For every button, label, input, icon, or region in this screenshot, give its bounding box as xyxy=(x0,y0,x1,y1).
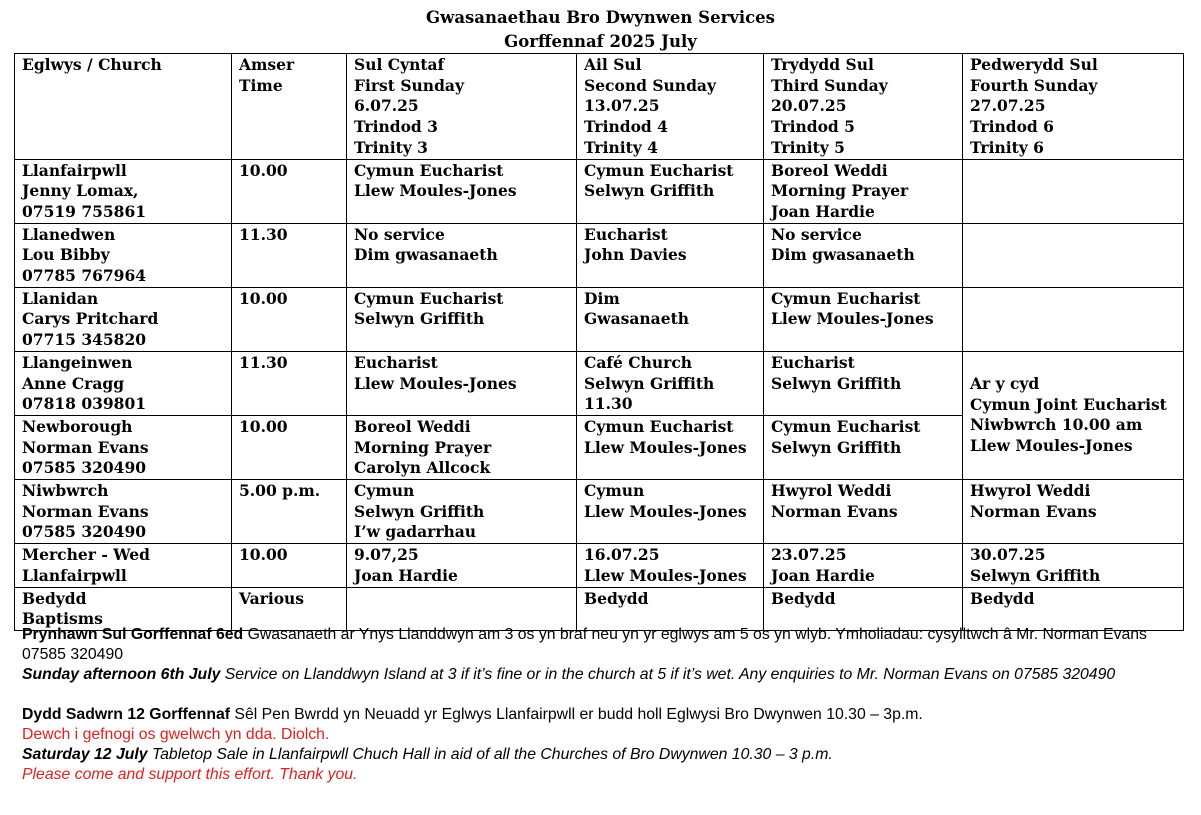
cell-fourth-sunday xyxy=(963,544,1184,587)
note-welsh-saturday: Dydd Sadwrn 12 Gorffennaf Sêl Pen Bwrdd yn Neuadd yr Eglwys Llanfairpwll er budd holl Eglwysi Bro Dwynwen 10.30 – 3p.m. xyxy=(22,706,923,723)
cell-line: Trinity 4 xyxy=(584,137,658,157)
note-english-sunday: Sunday afternoon 6th July Service on Llanddwyn Island at 3 if it’s fine or in the church at 5 if it’s wet. Any enquiries to Mr. Norman Evans on 07585 320490 xyxy=(22,666,1116,683)
cell-line: 07519 755861 xyxy=(22,201,147,221)
cell-line: Pedwerydd Sul xyxy=(970,55,1098,74)
header-cell-fourth-sunday xyxy=(963,54,1184,160)
cell-line: Ail Sul xyxy=(584,55,642,74)
cell-line: Trinity 6 xyxy=(970,137,1044,157)
cell-line: Selwyn Griffith xyxy=(771,373,902,393)
cell-line: 20.07.25 xyxy=(771,96,847,116)
cell-third-sunday xyxy=(764,544,963,587)
cell-line: 9.07,25 xyxy=(354,545,419,565)
cell-line: 11.30 xyxy=(239,224,288,244)
cell-line: Second Sunday xyxy=(584,75,716,95)
cell-third-sunday xyxy=(764,159,963,223)
cell-line: Llew Moules-Jones xyxy=(354,373,517,393)
note-welsh-support: Dewch i gefnogi os gwelwch yn dda. Diolch. xyxy=(22,726,330,743)
cell-first-sunday xyxy=(347,544,577,587)
cell-line: Bedydd xyxy=(22,588,87,608)
cell-line: 5.00 p.m. xyxy=(239,481,321,501)
table-row xyxy=(15,587,1184,630)
notes-section xyxy=(22,625,1192,785)
cell-time xyxy=(232,587,347,630)
cell-line: Mercher - Wed xyxy=(22,545,150,565)
header-row xyxy=(15,54,1184,160)
cell-line: No service xyxy=(354,224,445,244)
note-welsh-sunday: Prynhawn Sul Gorffennaf 6ed Gwasanaeth ar Ynys Llanddwyn am 3 os yn braf neu yn yr eglwys am 5 os yn wlyb. Ymholiadau: cysylltwch â Mr. Norman Evans 07585 320490 xyxy=(22,626,1147,663)
cell-line: Eglwys / Church xyxy=(22,55,162,74)
cell-second-sunday xyxy=(577,480,764,544)
cell-church xyxy=(15,287,232,351)
cell-line: Newborough xyxy=(22,416,133,436)
cell-line: Boreol Weddi xyxy=(354,416,471,436)
cell-line: Niwbwrch xyxy=(22,481,109,501)
cell-line: First Sunday xyxy=(354,75,464,95)
cell-time xyxy=(232,159,347,223)
cell-line: Dim gwasanaeth xyxy=(771,245,915,265)
cell-line: John Davies xyxy=(584,245,687,265)
page-subtitle: Gorffennaf 2025 July xyxy=(504,32,697,51)
cell-line: No service xyxy=(771,224,862,244)
cell-line: 07785 767964 xyxy=(22,266,147,286)
cell-line: 30.07.25 xyxy=(970,545,1046,565)
header-cell-first-sunday xyxy=(347,54,577,160)
cell-line: Third Sunday xyxy=(771,75,888,95)
cell-line: Selwyn Griffith xyxy=(584,181,715,201)
table-row xyxy=(15,159,1184,223)
cell-line: Llew Moules-Jones xyxy=(584,437,747,457)
cell-third-sunday xyxy=(764,480,963,544)
cell-line: Cymun xyxy=(354,481,415,501)
cell-fourth-sunday xyxy=(963,159,1184,223)
cell-line: Bedydd xyxy=(584,588,649,608)
cell-line: Morning Prayer xyxy=(771,181,909,201)
cell-line: 10.00 xyxy=(239,288,288,308)
cell-third-sunday xyxy=(764,287,963,351)
cell-line: Joan Hardie xyxy=(354,565,458,585)
cell-line: Trinity 5 xyxy=(771,137,845,157)
cell-line: 10.00 xyxy=(239,416,288,436)
table-row xyxy=(15,480,1184,544)
cell-line: Llanidan xyxy=(22,288,99,308)
cell-line: Joan Hardie xyxy=(771,565,875,585)
cell-first-sunday xyxy=(347,480,577,544)
cell-line: 11.30 xyxy=(584,394,633,414)
cell-line: Llanfairpwll xyxy=(22,160,127,180)
cell-fourth-sunday xyxy=(963,287,1184,351)
cell-third-sunday xyxy=(764,415,963,479)
cell-line: Amser xyxy=(239,55,295,74)
cell-line: Lou Bibby xyxy=(22,245,110,265)
cell-fourth-sunday xyxy=(963,223,1184,287)
cell-line: Eucharist xyxy=(584,224,668,244)
cell-first-sunday xyxy=(347,223,577,287)
cell-line: Selwyn Griffith xyxy=(354,501,485,521)
cell-line: Eucharist xyxy=(771,352,855,372)
cell-line: 23.07.25 xyxy=(771,545,847,565)
cell-line: Selwyn Griffith xyxy=(584,373,715,393)
cell-line: Norman Evans xyxy=(771,501,898,521)
cell-line: Trindod 4 xyxy=(584,117,668,137)
page-title: Gwasanaethau Bro Dwynwen Services xyxy=(426,8,775,27)
cell-church xyxy=(15,351,232,415)
cell-line: Anne Cragg xyxy=(22,373,125,393)
cell-line: Ar y cyd xyxy=(970,374,1040,394)
cell-line: Cymun Eucharist xyxy=(354,288,504,308)
cell-second-sunday xyxy=(577,287,764,351)
cell-line: Dim xyxy=(584,288,620,308)
cell-line: 07715 345820 xyxy=(22,330,147,350)
cell-line: Baptisms xyxy=(22,609,103,629)
cell-line: Dim gwasanaeth xyxy=(354,245,498,265)
cell-line: Trindod 3 xyxy=(354,117,438,137)
table-row xyxy=(15,351,1184,415)
cell-line: 07585 320490 xyxy=(22,522,147,542)
cell-line: Niwbwrch 10.00 am xyxy=(970,415,1143,435)
cell-line: 10.00 xyxy=(239,545,288,565)
cell-second-sunday xyxy=(577,159,764,223)
header-cell-second-sunday xyxy=(577,54,764,160)
cell-line: 11.30 xyxy=(239,352,288,372)
cell-line: Llew Moules-Jones xyxy=(354,181,517,201)
cell-first-sunday xyxy=(347,587,577,630)
cell-line: Llanfairpwll xyxy=(22,565,127,585)
cell-line: Cymun Eucharist xyxy=(354,160,504,180)
cell-church xyxy=(15,159,232,223)
cell-line: Llew Moules-Jones xyxy=(771,309,934,329)
cell-line: Gwasanaeth xyxy=(584,309,689,329)
cell-second-sunday xyxy=(577,587,764,630)
cell-line: Cymun xyxy=(584,481,645,501)
cell-line: Cymun Eucharist xyxy=(771,288,921,308)
cell-time xyxy=(232,544,347,587)
cell-line: Llew Moules-Jones xyxy=(970,436,1133,456)
cell-fourth-sunday xyxy=(963,480,1184,544)
cell-line: Cymun Eucharist xyxy=(771,416,921,436)
cell-third-sunday xyxy=(764,351,963,415)
cell-line: Llanedwen xyxy=(22,224,116,244)
joint-eucharist-cell xyxy=(963,351,1184,479)
cell-time xyxy=(232,351,347,415)
note-english-saturday: Saturday 12 July Tabletop Sale in Llanfairpwll Chuch Hall in aid of all the Churches of Bro Dwynwen 10.30 – 3 p.m. xyxy=(22,746,833,763)
cell-church xyxy=(15,587,232,630)
cell-first-sunday xyxy=(347,287,577,351)
header-cell-church xyxy=(15,54,232,160)
cell-line: Trindod 5 xyxy=(771,117,855,137)
cell-line: Sul Cyntaf xyxy=(354,55,445,74)
note-english-support: Please come and support this effort. Thank you. xyxy=(22,766,358,783)
cell-line: Carys Pritchard xyxy=(22,309,159,329)
cell-line: 6.07.25 xyxy=(354,96,419,116)
table-row xyxy=(15,544,1184,587)
header-cell-time xyxy=(232,54,347,160)
cell-line: Trydydd Sul xyxy=(771,55,874,74)
cell-line: Time xyxy=(239,75,283,95)
cell-time xyxy=(232,223,347,287)
cell-third-sunday xyxy=(764,223,963,287)
cell-line: Trindod 6 xyxy=(970,117,1054,137)
cell-line: Hwyrol Weddi xyxy=(970,481,1091,501)
cell-line: 10.00 xyxy=(239,160,288,180)
cell-line: 16.07.25 xyxy=(584,545,660,565)
cell-first-sunday xyxy=(347,159,577,223)
cell-line: I’w gadarrhau xyxy=(354,522,477,542)
cell-line: Boreol Weddi xyxy=(771,160,888,180)
cell-line: 27.07.25 xyxy=(970,96,1046,116)
cell-fourth-sunday xyxy=(963,587,1184,630)
cell-second-sunday xyxy=(577,223,764,287)
table-row xyxy=(15,223,1184,287)
cell-time xyxy=(232,287,347,351)
cell-line: Trinity 3 xyxy=(354,137,428,157)
cell-line: Carolyn Allcock xyxy=(354,458,491,478)
cell-line: 07818 039801 xyxy=(22,394,147,414)
cell-line: Norman Evans xyxy=(970,501,1097,521)
cell-line: Cymun Eucharist xyxy=(584,416,734,436)
cell-time xyxy=(232,415,347,479)
cell-church xyxy=(15,480,232,544)
cell-line: Cymun Joint Eucharist xyxy=(970,394,1167,414)
table-row xyxy=(15,287,1184,351)
cell-line: Morning Prayer xyxy=(354,437,492,457)
cell-line: Cymun Eucharist xyxy=(584,160,734,180)
cell-second-sunday xyxy=(577,544,764,587)
cell-first-sunday xyxy=(347,351,577,415)
cell-first-sunday xyxy=(347,415,577,479)
cell-church xyxy=(15,544,232,587)
cell-line: Bedydd xyxy=(970,588,1035,608)
cell-line: Norman Evans xyxy=(22,501,149,521)
cell-third-sunday xyxy=(764,587,963,630)
cell-line: Bedydd xyxy=(771,588,836,608)
cell-line: Various xyxy=(239,588,305,608)
cell-line: Selwyn Griffith xyxy=(970,565,1101,585)
services-table xyxy=(14,53,1184,631)
cell-second-sunday xyxy=(577,351,764,415)
cell-line: Joan Hardie xyxy=(771,201,875,221)
cell-second-sunday xyxy=(577,415,764,479)
cell-line: 13.07.25 xyxy=(584,96,660,116)
cell-line: Jenny Lomax, xyxy=(22,181,139,201)
cell-church xyxy=(15,223,232,287)
cell-line: Selwyn Griffith xyxy=(354,309,485,329)
cell-line: Hwyrol Weddi xyxy=(771,481,892,501)
cell-line: 07585 320490 xyxy=(22,458,147,478)
cell-line: Café Church xyxy=(584,352,693,372)
cell-church xyxy=(15,415,232,479)
cell-line: Fourth Sunday xyxy=(970,75,1098,95)
header-cell-third-sunday xyxy=(764,54,963,160)
cell-line: Llew Moules-Jones xyxy=(584,565,747,585)
cell-line: Norman Evans xyxy=(22,437,149,457)
cell-time xyxy=(232,480,347,544)
cell-line: Selwyn Griffith xyxy=(771,437,902,457)
cell-line: Eucharist xyxy=(354,352,438,372)
cell-line: Llangeinwen xyxy=(22,352,133,372)
cell-line: Llew Moules-Jones xyxy=(584,501,747,521)
